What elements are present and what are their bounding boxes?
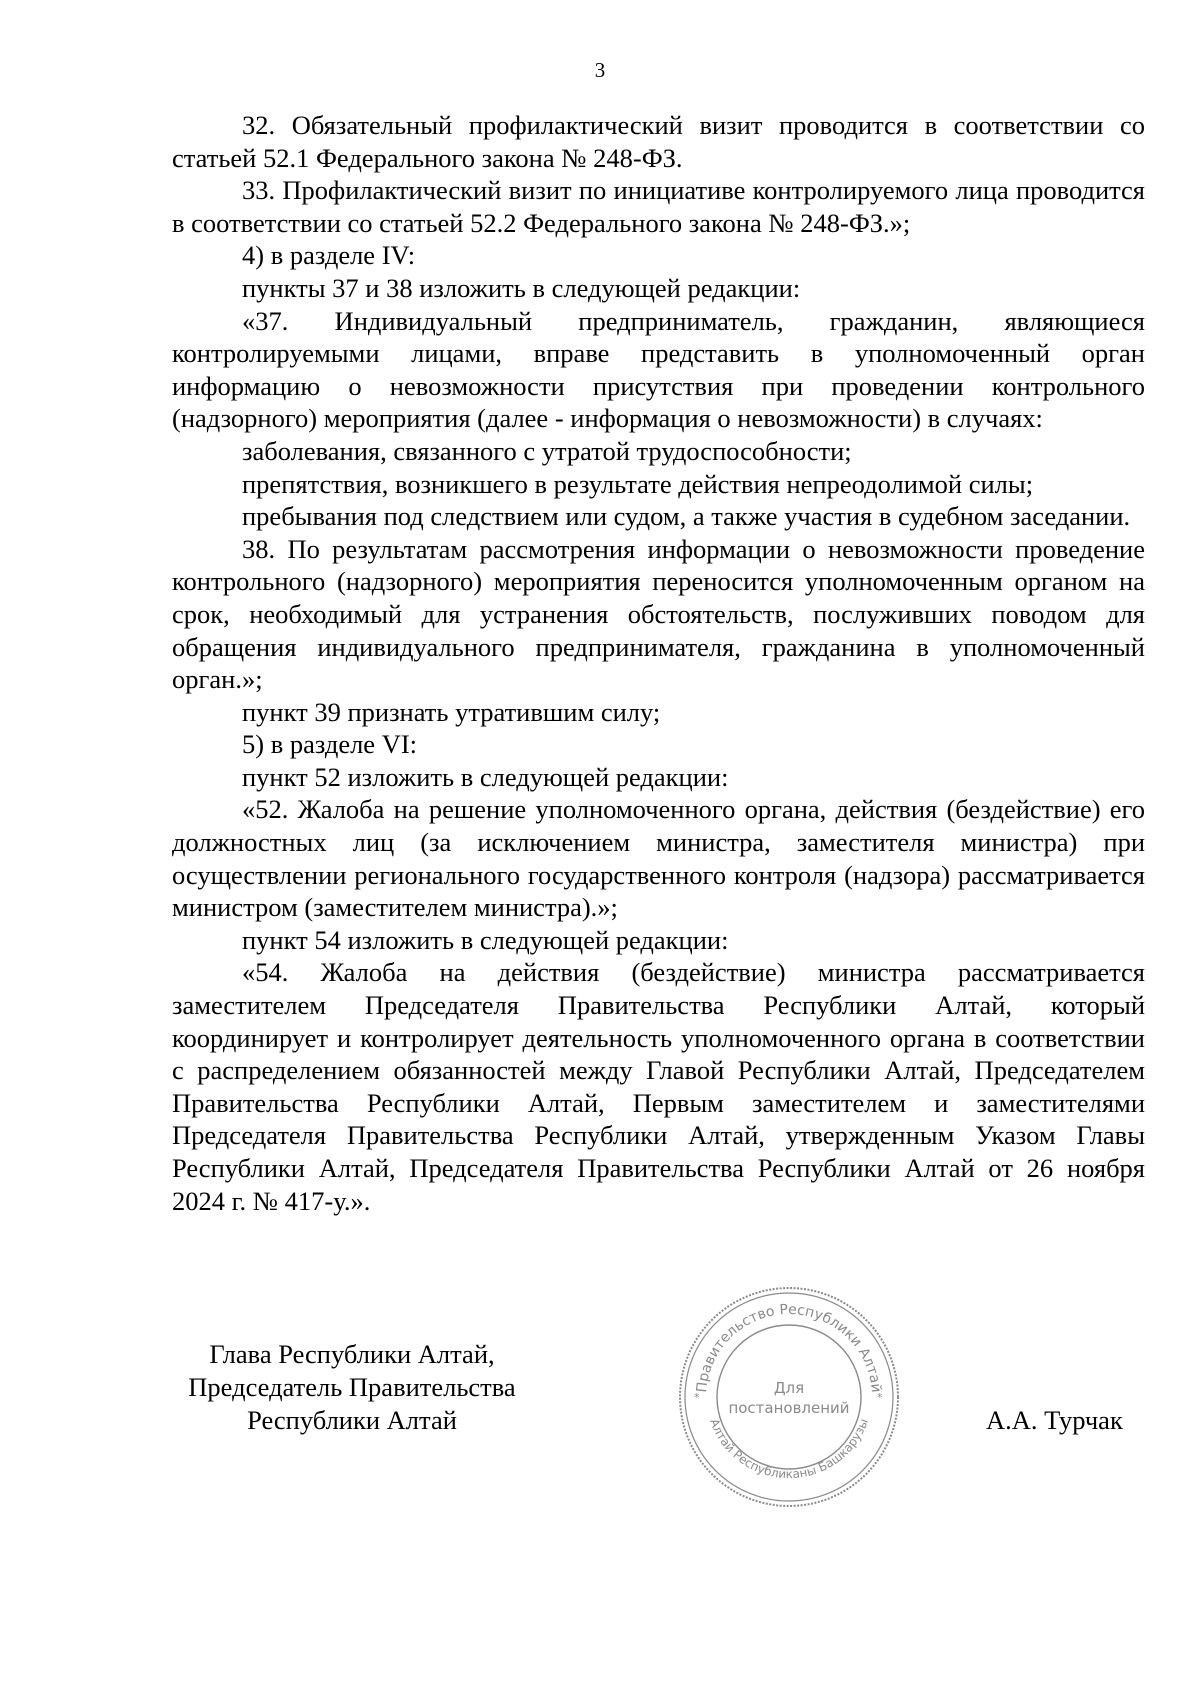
paragraph-case-illness: заболевания, связанного с утратой трудоспособности; [242,435,852,466]
official-seal [676,1284,902,1510]
paragraph-item-32: 32. Обязательный профилактический визит проводится в соответствии со статьей 52.1 Федерального закона № 248-ФЗ. [172,110,1145,173]
signer-title-line: Глава Республики Алтай, [209,1339,495,1369]
paragraph-item-39-repeal: пункт 39 признать утратившим силу; [242,696,661,727]
paragraph-case-investigation: пребывания под следствием или судом, а также участия в судебном заседании. [242,501,1131,532]
paragraph-item-33: 33. Профилактический визит по инициативе контролируемого лица проводится в соответствии со статьей 52.2 Федерального закона № 248-ФЗ.»; [172,175,1145,238]
seal-outer-text: Правительство Республики Алтай [694,1301,884,1394]
paragraph-section-vi: 5) в разделе VI: [242,729,418,760]
signer-title-line: Республики Алтай [247,1405,457,1435]
seal-star-right: * [877,1391,883,1404]
paragraph-item-38: 38. По результатам рассмотрения информации о невозможности проведение контрольного (надзорного) мероприятия переносится уполномоченным органом на срок, необходимый для устранения обстоятельств, послуживших поводом для обращения индивидуального предпринимателя, гражданина в уполномоченный орган.»; [172,533,1145,695]
seal-star-left: * [694,1391,700,1404]
paragraph-item-52-intro: пункт 52 изложить в следующей редакции: [242,761,729,792]
paragraph-item-52: «52. Жалоба на решение уполномоченного органа, действия (бездействие) его должностных лиц (за исключением министра, заместителя министра) при осуществлении регионального государственного контроля (надзора) рассматривается министром (заместителем министра).»; [172,794,1145,923]
signer-title-line: Председатель Правительства [188,1372,516,1402]
paragraph-section-iv: 4) в разделе IV: [242,240,416,271]
seal-bottom-text: Алтай Республиканы Башкарузы [707,1416,871,1482]
signer-title [172,1338,532,1437]
paragraph-item-54: «54. Жалоба на действия (бездействие) министра рассматривается заместителем Председателя Правительства Республики Алтай, который координирует и контролирует деятельность уполномоченного органа в соответствии с распределением обязанностей между Главой Республики Алтай, Председателем Правительства Республики Алтай, Первым заместителем и заместителями Председателя Правительства Республики Алтай, утвержденным Указом Главы Республики Алтай, Председателя Правительства Республики Алтай от 26 ноября 2024 г. № 417-у.». [172,957,1145,1216]
paragraph-items-37-38-intro: пункты 37 и 38 изложить в следующей редакции: [242,272,801,303]
paragraph-item-54-intro: пункт 54 изложить в следующей редакции: [242,924,729,955]
seal-center-line-2: постановлений [728,1399,850,1417]
paragraph-case-force-majeure: препятствия, возникшего в результате действия непреодолимой силы; [242,468,1034,499]
signer-name: А.А. Турчак [986,1405,1123,1435]
paragraph-item-37: «37. Индивидуальный предприниматель, гражданин, являющиеся контролируемыми лицами, вправе представить в уполномоченный орган информацию о невозможности присутствия при проведении контрольного (надзорного) мероприятия (далее - информация о невозможности) в случаях: [172,305,1145,434]
document-body [172,109,1145,1217]
seal-center-line-1: Для [773,1379,805,1397]
page-number: 3 [594,58,606,82]
